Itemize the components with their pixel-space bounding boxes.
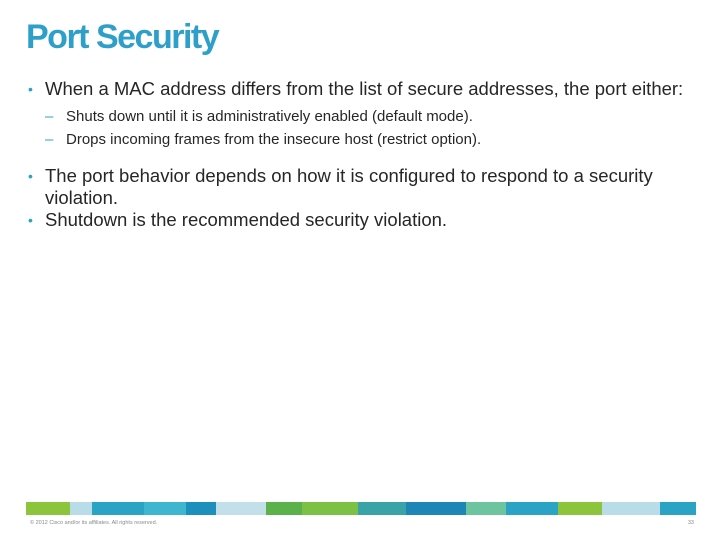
slide-body [28,78,698,231]
footer-bar-segment [406,502,466,515]
page-number: 33 [687,520,694,526]
footer-bar-segment [660,502,696,515]
slide-title: Port Security [26,18,219,56]
footer-bar-segment [186,502,216,515]
sub-bullet-item [45,130,698,149]
bullet-icon: • [28,212,33,228]
footer-bar-segment [558,502,602,515]
sub-bullet-text: Drops incoming frames from the insecure host (restrict option). [66,131,482,148]
footer-bar-segment [92,502,144,515]
footer-bar-segment [144,502,186,515]
sub-bullet-text: Shuts down until it is administratively enabled (default mode). [66,108,473,125]
footer-bar-segment [302,502,358,515]
bullet-icon: • [28,81,33,97]
footer-bar-segment [26,502,70,515]
footer-color-bar [26,502,696,515]
footer-bar-segment [70,502,92,515]
footer-bar-segment [506,502,558,515]
bullet-text: Shutdown is the recommended security violation. [45,209,448,230]
footer-bar-segment [602,502,660,515]
footer-bar-segment [266,502,302,515]
sub-bullet-list [28,107,698,149]
footer-bar-segment [358,502,406,515]
bullet-text: When a MAC address differs from the list of secure addresses, the port either: [45,78,684,99]
bullet-text: The port behavior depends on how it is configured to respond to a security violation. [45,165,653,208]
bullet-item [28,165,698,209]
copyright-text: © 2012 Cisco and/or its affiliates. All rights reserved. [30,520,158,526]
dash-icon: – [45,131,54,148]
sub-bullet-item [45,107,698,126]
bullet-icon: • [28,168,33,184]
bullet-item [28,78,698,100]
footer-bar-segment [216,502,266,515]
dash-icon: – [45,108,54,125]
footer-bar-segment [466,502,506,515]
bullet-item [28,209,698,231]
